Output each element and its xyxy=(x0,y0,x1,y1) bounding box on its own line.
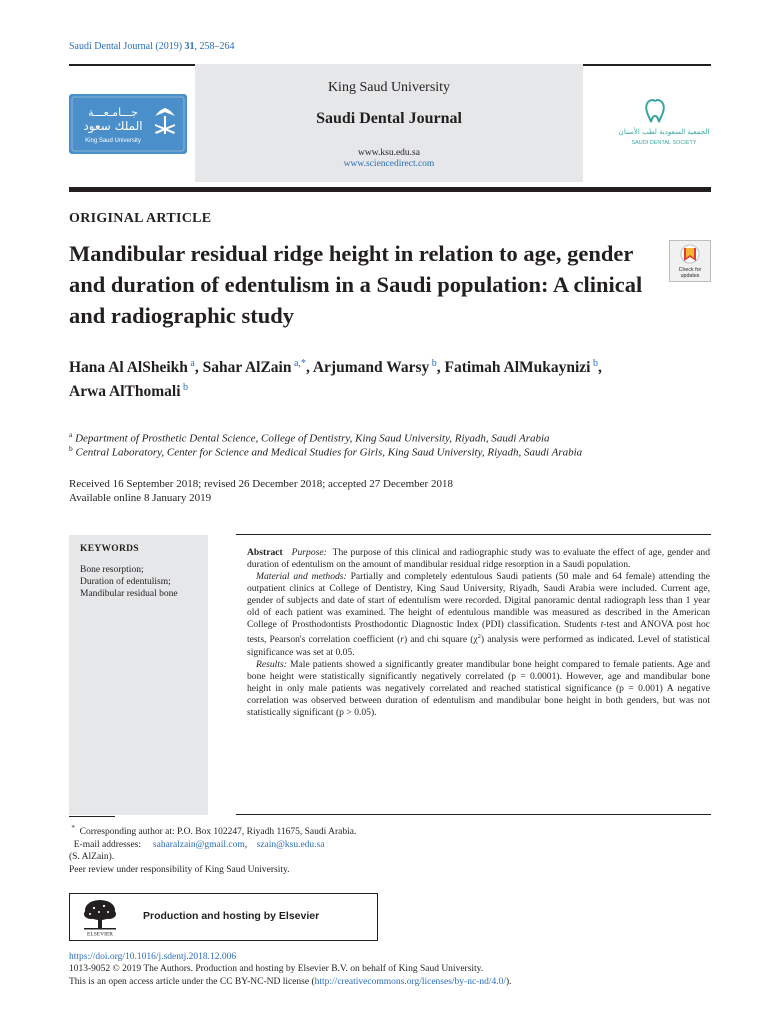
check-updates-line-2: updates xyxy=(680,273,700,279)
ksu-url-link[interactable]: www.ksu.edu.sa xyxy=(358,148,420,158)
ksu-logo-english: King Saud University xyxy=(85,138,141,144)
article-type: ORIGINAL ARTICLE xyxy=(69,211,212,226)
sds-logo-arabic: الجمعية السعودية لطب الأسنان xyxy=(618,128,710,136)
copyright-line: 1013-9052 © 2019 The Authors. Production and hosting by Elsevier B.V. on behalf of King Saud University. xyxy=(69,964,484,975)
email-separator: , xyxy=(244,839,250,850)
tooth-icon xyxy=(646,100,664,122)
email-label: E-mail addresses: xyxy=(73,839,142,850)
email-line xyxy=(69,839,379,852)
university-name: King Saud University xyxy=(327,80,451,95)
sciencedirect-url-link[interactable]: www.sciencedirect.com xyxy=(343,159,435,169)
elsevier-production-box xyxy=(69,893,378,941)
author-name[interactable]: Hana Al AlSheikh xyxy=(69,359,188,377)
affiliation-text: Department of Prosthetic Dental Science, College of Dentistry, King Saud University, Riyadh, Saudi Arabia xyxy=(75,432,550,445)
abstract-results xyxy=(247,659,710,719)
doi-link[interactable]: https://doi.org/10.1016/j.sdentj.2018.12.006 xyxy=(69,952,237,962)
author-affiliation-marker[interactable]: b xyxy=(593,358,598,369)
author-name[interactable]: Fatimah AlMukaynizi xyxy=(444,359,591,377)
journal-citation-name: Saudi Dental Journal (2019) xyxy=(69,41,183,52)
author-separator: , xyxy=(305,359,313,377)
footnote-rule xyxy=(69,816,115,817)
check-updates-line-1: Check for xyxy=(678,267,702,273)
keywords-title: KEYWORDS xyxy=(80,544,139,554)
methods-text: 2 xyxy=(477,633,481,641)
abstract-label: Abstract xyxy=(247,547,283,558)
journal-masthead xyxy=(195,64,583,182)
results-label: Results: xyxy=(256,658,287,670)
sds-logo-english: SAUDI DENTAL SOCIETY xyxy=(631,140,697,146)
author-affiliation-marker[interactable]: b xyxy=(431,358,437,369)
methods-label: Material and methods: xyxy=(256,571,347,583)
methods-text: ) and chi square (χ xyxy=(404,634,478,646)
email-link[interactable]: szain@ksu.edu.sa xyxy=(256,839,325,850)
abstract-bottom-rule xyxy=(236,814,711,815)
methods-text: -test and ANOVA post hoc tests, Pearson's correlation coefficient ( xyxy=(247,619,711,646)
author-name[interactable]: Sahar AlZain xyxy=(202,359,292,377)
header-bottom-rule xyxy=(69,187,711,192)
check-for-updates-badge[interactable] xyxy=(669,240,711,282)
author-separator: , xyxy=(436,359,445,377)
author-separator: , xyxy=(194,359,203,377)
journal-citation[interactable] xyxy=(69,41,235,52)
affiliation-marker: a xyxy=(69,430,73,439)
affiliation xyxy=(69,442,709,460)
journal-name: Saudi Dental Journal xyxy=(316,110,462,127)
author-affiliation-marker[interactable]: a xyxy=(190,358,195,369)
ksu-logo-arabic-1: جـــامـعـــة xyxy=(88,106,138,119)
elsevier-tree-logo xyxy=(80,898,120,937)
methods-text: Partially and completely edentulous Saudi patients (50 male and 64 female) attending the outpatient clinics at College of Dentistry, King Saud University, Riyadh, Saudi Arabia were included. Current age, gender of subjects and date of start of edentulism were recorded. Digital panoramic dental radiograph less than 1 year old of each patient was examined. The height of edentulous mandible was measured as described in the American College of Prosthodontists Prosthodontic Diagnostic Index (PDI) classification. Students xyxy=(247,571,710,631)
methods-text: t xyxy=(600,619,604,631)
methods-text: r xyxy=(400,634,404,646)
corresponding-star: * xyxy=(71,824,75,832)
author-list xyxy=(69,354,709,402)
license-link[interactable]: http://creativecommons.org/licenses/by-nc-nd/4.0/ xyxy=(314,976,506,987)
keyword-item: Bone resorption; xyxy=(80,565,144,575)
license-line xyxy=(69,976,709,988)
license-text: This is an open access article under the CC BY-NC-ND license ( xyxy=(69,976,315,987)
author-affiliation-marker[interactable]: b xyxy=(183,382,189,394)
affiliation-marker: b xyxy=(69,444,73,453)
keyword-item: Duration of edentulism; xyxy=(80,577,171,587)
abstract-top-rule xyxy=(236,534,711,535)
abstract xyxy=(247,547,710,719)
author-name[interactable]: Arwa AlThomali xyxy=(69,383,181,401)
author-separator: , xyxy=(598,359,602,377)
purpose-text: The purpose of this clinical and radiographic study was to evaluate the effect of age, gender and duration of edentulism on the amount of mandibular residual ridge resorption in a Saudi population. xyxy=(247,547,711,571)
license-text: ). xyxy=(506,976,512,987)
keywords-box xyxy=(69,535,208,815)
keyword-item: Mandibular residual bone xyxy=(80,589,178,599)
elsevier-production-text: Production and hosting by Elsevier xyxy=(143,910,320,922)
journal-citation-pages: , 258–264 xyxy=(194,41,235,52)
available-online-date: Available online 8 January 2019 xyxy=(69,492,212,504)
results-text: Male patients showed a significantly greater mandibular bone height compared to female patients. Age and bone height were statistically significantly negatively correlated (p = 0.0001). However, age and mandibular bone height in only male patients was negatively correlated and reached statistical significance (p = 0.001) A negative correlation was observed between duration of edentulism and mandibular bone height in both genders, but was not statistically significant (p > 0.05). xyxy=(247,658,710,718)
author-affiliation-marker[interactable]: a,* xyxy=(293,358,306,369)
article-dates xyxy=(69,477,453,505)
journal-header xyxy=(69,64,711,186)
footnotes xyxy=(69,822,379,876)
peer-review-note: Peer review under responsibility of King Saud University. xyxy=(69,864,290,875)
tree-icon xyxy=(84,900,116,930)
author-name[interactable]: Arjumand Warsy xyxy=(312,359,430,377)
corresponding-author-note xyxy=(69,822,379,839)
ksu-logo-arabic-2: الملك سعود xyxy=(83,119,143,133)
methods-text: ) analysis were performed as indicated. Level of statistical significance was set at 0.05. xyxy=(247,634,710,658)
journal-citation-volume: 31 xyxy=(184,41,195,52)
abstract-purpose xyxy=(247,547,710,571)
saudi-dental-society-logo xyxy=(617,94,711,150)
elsevier-logo-text: ELSEVIER xyxy=(87,931,113,937)
email-link[interactable]: saharalzain@gmail.com xyxy=(152,839,245,850)
article-footer xyxy=(69,951,709,988)
corresponding-text: Corresponding author at: P.O. Box 102247, Riyadh 11675, Saudi Arabia. xyxy=(79,827,357,838)
received-dates: Received 16 September 2018; revised 26 December 2018; accepted 27 December 2018 xyxy=(69,478,453,490)
king-saud-university-logo xyxy=(69,94,187,154)
affiliation-text: Central Laboratory, Center for Science and Medical Studies for Girls, King Saud University, Riyadh, Saudi Arabia xyxy=(75,446,583,459)
email-owner: (S. AlZain). xyxy=(69,852,115,863)
article-title: Mandibular residual ridge height in relation to age, gender and duration of edentulism in a Saudi population: A clinical and radiographic study xyxy=(69,241,643,328)
abstract-methods xyxy=(247,571,710,659)
purpose-label: Purpose: xyxy=(291,547,327,558)
